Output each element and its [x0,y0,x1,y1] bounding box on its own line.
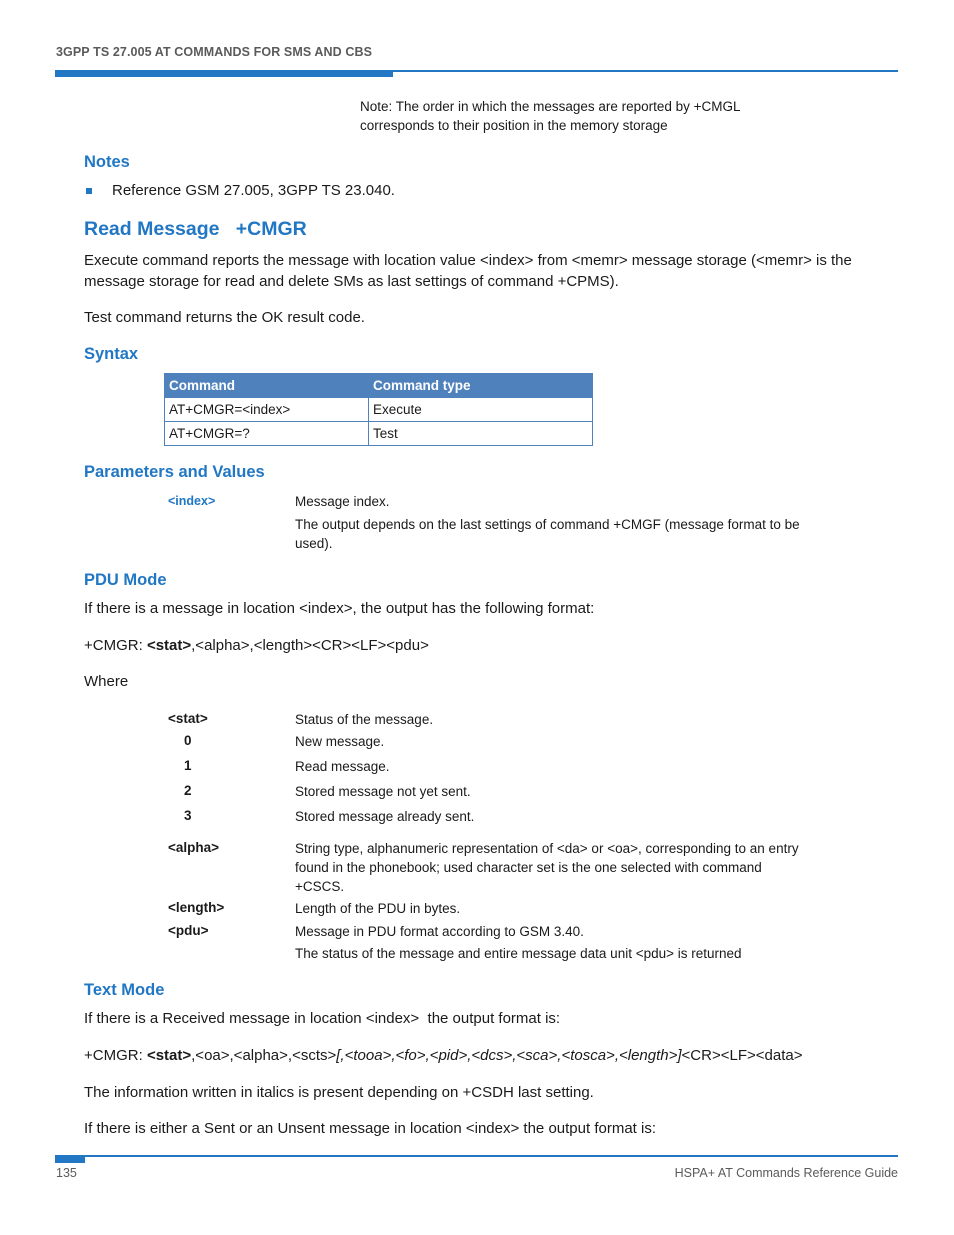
text-format-stat: <stat> [146,1047,192,1064]
param-index-name: <index> [168,494,216,508]
param-alpha-desc: String type, alphanumeric representation of <da> or <oa>, corresponding to an entry found in the phonebook; used character set is the one selected with command +CSCS. [295,841,799,894]
bullet-square-icon [86,188,92,194]
param-length-name: <length> [168,900,225,915]
stat-value-code: 2 [184,783,192,798]
parameters-heading: Parameters and Values [84,463,265,481]
notes-item: Reference GSM 27.005, 3GPP TS 23.040. [112,182,395,199]
text-format-italic: [,<tooa>,<fo>,<pid>,<dcs>,<sca>,<tosca>,<length>] [336,1047,682,1064]
stat-value-desc: Read message. [295,759,390,774]
running-header: 3GPP TS 27.005 AT COMMANDS FOR SMS AND CBS [56,45,373,59]
stat-value-code: 1 [184,758,192,773]
footer-doc-title: HSPA+ AT Commands Reference Guide [674,1166,898,1180]
cell-command-type: Test [369,422,593,446]
stat-value-desc: New message. [295,734,385,749]
text-format-line [84,1045,802,1066]
cell-command: AT+CMGR=<index> [165,398,369,422]
text-format-plain: ,<oa>,<alpha>,<scts> [191,1047,337,1064]
param-pdu-name: <pdu> [168,923,209,938]
stat-value-desc: Stored message already sent. [295,809,475,824]
table-row [165,422,593,446]
table-row [165,398,593,422]
pdu-format-prefix: +CMGR: [84,637,147,654]
param-index-desc-detail: The output depends on the last settings of command +CMGF (message format to be used). [295,517,800,551]
sent-intro: If there is either a Sent or an Unsent message in location <index> the output format is: [84,1120,656,1137]
syntax-table [164,373,593,446]
text-format-tail: <CR><LF><data> [681,1047,803,1064]
pdu-mode-heading: PDU Mode [84,571,167,589]
page-number: 135 [56,1166,77,1180]
pdu-format-line [84,635,429,656]
text-mode-heading: Text Mode [84,981,165,999]
section-para-2: Test command returns the OK result code. [84,309,365,326]
section-para-1: Execute command reports the message with location value <index> from <memr> message storage (<memr> is the message storage for read and delete SMs as last settings of command +CPMS). [84,252,852,290]
top-note: Note: The order in which the messages are reported by +CMGL corresponds to their position in the memory storage [360,99,741,133]
italics-note: The information written in italics is present depending on +CSDH last setting. [84,1084,594,1101]
param-alpha-name: <alpha> [168,840,220,855]
cell-command-type: Execute [369,398,593,422]
header-rule-accent [55,70,393,77]
param-length-desc: Length of the PDU in bytes. [295,901,461,916]
notes-heading: Notes [84,153,130,171]
footer-rule [55,1155,898,1157]
param-stat-desc: Status of the message. [295,712,434,727]
cell-command: AT+CMGR=? [165,422,369,446]
section-title: Read Message +CMGR [84,218,307,240]
syntax-heading: Syntax [84,345,139,363]
param-pdu-desc: Message in PDU format according to GSM 3.40. [295,924,584,939]
param-pdu-desc-detail: The status of the message and entire message data unit <pdu> is returned [295,946,742,961]
pdu-format-rest: ,<alpha>,<length><CR><LF><pdu> [191,637,429,654]
param-stat-name: <stat> [168,711,208,726]
text-mode-intro: If there is a Received message in location <index> the output format is: [84,1010,561,1027]
param-index-desc: Message index. [295,494,390,509]
table-header-row [165,374,593,398]
stat-value-desc: Stored message not yet sent. [295,784,471,799]
stat-value-code: 0 [184,733,192,748]
pdu-format-stat: <stat> [146,637,192,654]
footer-rule-accent [55,1155,85,1163]
stat-value-code: 3 [184,808,192,823]
pdu-mode-intro: If there is a message in location <index>, the output has the following format: [84,600,595,617]
column-header-command-type: Command type [369,374,593,398]
where-label: Where [84,673,129,690]
column-header-command: Command [165,374,369,398]
text-format-prefix: +CMGR: [84,1047,147,1064]
